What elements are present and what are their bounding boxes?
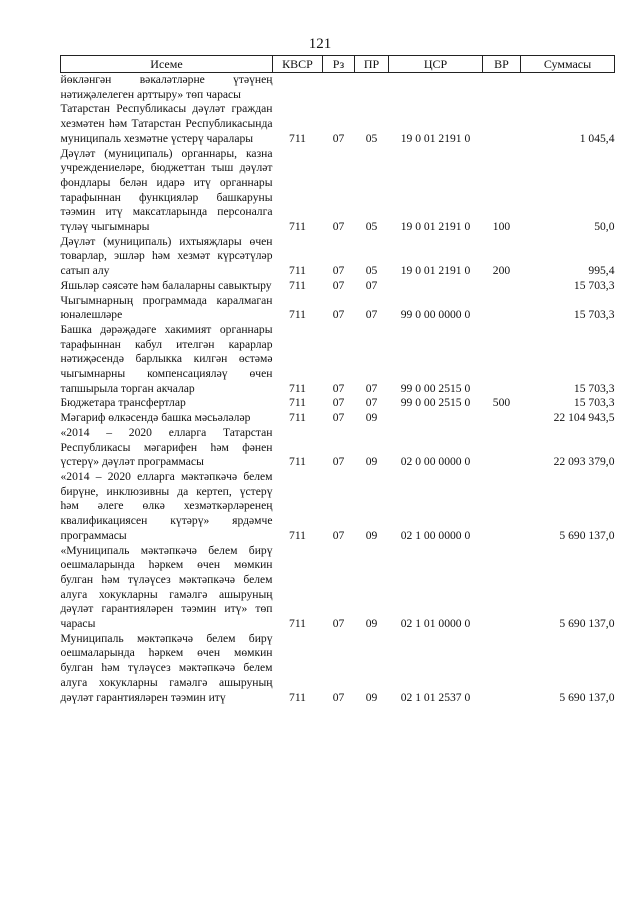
row-vr-cell	[483, 470, 521, 544]
row-rz-cell: 07	[332, 264, 345, 278]
header-csr: ЦСР	[389, 56, 483, 73]
row-kvsr-cell: 711	[289, 220, 306, 234]
row-vr-cell	[483, 102, 521, 146]
row-kvsr-cell: 711	[289, 617, 306, 631]
row-sum-cell: 5 690 137,0	[559, 690, 615, 704]
row-vr-cell: 200	[492, 264, 511, 278]
row-rz-cell: 07	[332, 528, 345, 542]
row-csr-cell	[389, 73, 483, 103]
row-rz-cell: 07	[332, 617, 345, 631]
row-pr-cell	[355, 73, 389, 103]
table-row	[61, 294, 615, 323]
row-kvsr-cell: 711	[289, 396, 306, 410]
row-pr-cell: 07	[365, 278, 378, 292]
row-csr-cell: 99 0 00 0000 0	[400, 308, 471, 322]
row-csr-cell: 99 0 00 2515 0	[400, 381, 471, 395]
row-vr-cell	[483, 323, 521, 397]
row-sum-cell: 15 703,3	[573, 278, 615, 292]
row-pr-cell: 07	[365, 308, 378, 322]
row-kvsr-cell: 711	[289, 528, 306, 542]
row-pr-cell: 09	[365, 411, 378, 425]
row-name-cell: Мәгариф өлкәсендә башка мәсьәләләр	[60, 411, 251, 425]
page-number: 121	[308, 36, 332, 52]
row-sum-cell: 15 703,3	[573, 381, 615, 395]
row-kvsr-cell: 711	[289, 308, 306, 322]
row-csr-cell: 99 0 00 2515 0	[400, 396, 471, 410]
table-row	[61, 235, 615, 279]
header-rz: Рз	[323, 56, 355, 73]
row-sum-cell: 22 093 379,0	[553, 455, 615, 469]
row-csr-cell: 02 0 00 0000 0	[400, 455, 471, 469]
row-name-cell: Муниципаль мәктәпкәчә белем бирү оешмаларында һәркем өчен мөмкин булган һәм түләүсез мәктәпкәчә белем алуга хокукларны гамәлгә ашыруның дәүләт гарантияләрен тәэмин итү	[60, 631, 273, 704]
row-sum-cell: 995,4	[588, 264, 615, 278]
row-rz-cell: 07	[332, 220, 345, 234]
row-csr-cell: 02 1 00 0000 0	[400, 528, 471, 542]
row-kvsr-cell: 711	[289, 455, 306, 469]
table-row	[61, 323, 615, 397]
table-row	[61, 411, 615, 426]
header-name: Исеме	[61, 56, 273, 73]
row-sum-cell: 50,0	[594, 220, 615, 234]
header-pr: ПР	[355, 56, 389, 73]
row-pr-cell: 09	[365, 528, 378, 542]
row-name-cell: Башка дәрәҗәдәге хакимият органнары тарафыннан кабул ителгән карарлар нәтиҗәсендә барлыкка килгән өстәмә чыгымнарны компенсацияләү өчен тапшырыла торган акчалар	[60, 322, 273, 395]
row-sum-cell: 1 045,4	[579, 131, 615, 145]
row-kvsr-cell: 711	[289, 411, 306, 425]
row-vr-cell: 100	[492, 220, 511, 234]
row-kvsr-cell: 711	[289, 690, 306, 704]
row-rz-cell: 07	[332, 278, 345, 292]
row-name-cell: Бюджетара трансфертлар	[60, 396, 186, 410]
row-rz-cell: 07	[332, 690, 345, 704]
row-csr-cell: 02 1 01 0000 0	[400, 617, 471, 631]
header-sum: Суммасы	[521, 56, 615, 73]
row-vr-cell	[483, 294, 521, 323]
row-sum-cell	[521, 73, 615, 103]
row-vr-cell	[483, 73, 521, 103]
table-row	[61, 73, 615, 103]
row-name-cell: «Муниципаль мәктәпкәчә белем бирү оешмаларында һәркем өчен мөмкин булган һәм түләүсез мәктәпкәчә белем алуга хокукларны гамәлгә ашыруның дәүләт гарантияләрен тәэмин итү» төп чарасы	[60, 543, 273, 631]
row-vr-cell	[483, 544, 521, 632]
row-csr-cell: 02 1 01 2537 0	[400, 690, 471, 704]
row-sum-cell: 5 690 137,0	[559, 617, 615, 631]
row-name-cell: Татарстан Республикасы дәүләт граждан хезмәтен һәм Татарстан Республикасында муниципаль хезмәтне үстерү чаралары	[60, 102, 273, 145]
row-vr-cell	[483, 426, 521, 470]
row-name-cell: йөкләнгән вәкаләтләрне үтәүнең нәтиҗәлелеген арттыру» төп чарасы	[60, 73, 273, 101]
row-sum-cell: 22 104 943,5	[553, 411, 615, 425]
row-vr-cell	[483, 632, 521, 706]
row-rz-cell: 07	[332, 396, 345, 410]
row-csr-cell	[389, 279, 483, 294]
row-csr-cell	[389, 411, 483, 426]
row-csr-cell: 19 0 01 2191 0	[400, 220, 471, 234]
row-name-cell: Дәүләт (муниципаль) органнары, казна учреждениеләре, бюджеттан тыш дәүләт фондлары белән идарә итү органнары тарафыннан функцияләр башкаруны тәэмин итү максатларында персоналга түләү чыгымнары	[60, 146, 273, 234]
table-row	[61, 544, 615, 632]
row-rz-cell: 07	[332, 381, 345, 395]
row-sum-cell: 15 703,3	[573, 396, 615, 410]
row-csr-cell: 19 0 01 2191 0	[400, 264, 471, 278]
header-kvsr: КВСР	[273, 56, 323, 73]
row-pr-cell: 05	[365, 220, 378, 234]
table-row	[61, 147, 615, 235]
row-rz-cell: 07	[332, 131, 345, 145]
row-vr-cell: 500	[492, 396, 511, 410]
row-sum-cell: 15 703,3	[573, 308, 615, 322]
row-vr-cell	[483, 279, 521, 294]
row-name-cell: Чыгымнарның программада каралмаган юнәлешләре	[60, 293, 273, 322]
table-row	[61, 470, 615, 544]
row-pr-cell: 07	[365, 381, 378, 395]
row-name-cell: Дәүләт (муниципаль) ихтыяҗлары өчен товарлар, эшләр һәм хезмәт күрсәтүләр сатып алу	[60, 234, 273, 278]
table-row	[61, 279, 615, 294]
row-name-cell: «2014 – 2020 елларга мәктәпкәчә белем бирүне, инклюзивны да кертеп, үстерү һәм әлеге өлкә хезмәткәрләренең квалификациясен күтәрү» ярдәмче программасы	[60, 469, 273, 542]
row-pr-cell: 09	[365, 455, 378, 469]
row-sum-cell: 5 690 137,0	[559, 528, 615, 542]
row-rz-cell: 07	[332, 455, 345, 469]
row-rz-cell	[323, 73, 355, 103]
row-rz-cell: 07	[332, 308, 345, 322]
table-header-row	[61, 56, 615, 73]
table-row	[61, 426, 615, 470]
row-kvsr-cell: 711	[289, 264, 306, 278]
table-row	[61, 396, 615, 411]
row-name-cell: «2014 – 2020 елларга Татарстан Республикасы мәгарифен һәм фәнен үстерү» дәүләт программасы	[60, 425, 273, 469]
row-kvsr-cell: 711	[289, 131, 306, 145]
header-vr: ВР	[483, 56, 521, 73]
row-pr-cell: 07	[365, 396, 378, 410]
row-pr-cell: 05	[365, 131, 378, 145]
row-pr-cell: 09	[365, 617, 378, 631]
budget-table	[60, 55, 615, 705]
row-vr-cell	[483, 411, 521, 426]
row-name-cell: Яшьләр сәясәте һәм балаларны савыктыру	[60, 278, 272, 292]
row-pr-cell: 09	[365, 690, 378, 704]
table-row	[61, 102, 615, 146]
row-rz-cell: 07	[332, 411, 345, 425]
row-kvsr-cell: 711	[289, 381, 306, 395]
table-row	[61, 632, 615, 706]
row-kvsr-cell	[273, 73, 323, 103]
row-kvsr-cell: 711	[289, 278, 306, 292]
row-csr-cell: 19 0 01 2191 0	[400, 131, 471, 145]
row-pr-cell: 05	[365, 264, 378, 278]
table-body	[61, 73, 615, 706]
